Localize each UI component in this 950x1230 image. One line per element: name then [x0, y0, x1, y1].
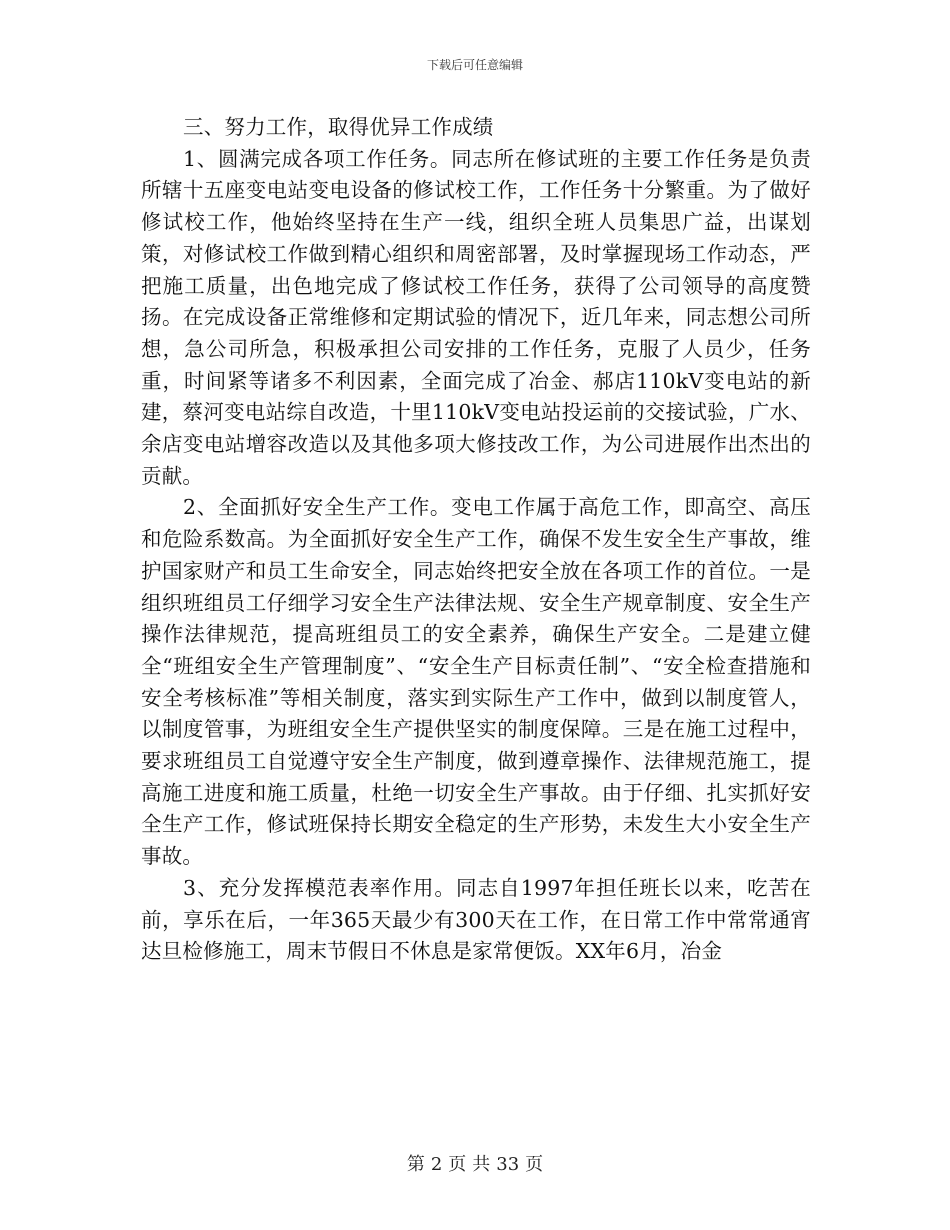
footer-suffix: 页 — [525, 1154, 544, 1175]
paragraph-1: 1、圆满完成各项工作任务。同志所在修试班的主要工作任务是负责所辖十五座变电站变电设备的修试校工作，工作任务十分繁重。为了做好修试校工作，他始终坚持在生产一线，组织全班人员集思广益，出谋划策，对修试校工作做到精心组织和周密部署，及时掌握现场工作动态，严把施工质量，出色地完成了修试校工作任务，获得了公司领导的高度赞扬。在完成设备正常维修和定期试验的情况下，近几年来，同志想公司所想，急公司所急，积极承担公司安排的工作任务，克服了人员少，任务重，时间紧等诸多不利因素，全面完成了冶金、郝店110kV变电站的新建，蔡河变电站综自改造，十里110kV变电站投运前的交接试验，广水、余店变电站增容改造以及其他多项大修技改工作，为公司进展作出杰出的贡献。 — [141, 146, 811, 488]
footer-current-page: 2 — [430, 1154, 443, 1175]
paragraph-3: 3、充分发挥模范表率作用。同志自1997年担任班长以来，吃苦在前，享乐在后，一年365天最少有300天在工作，在日常工作中常常通宵达旦检修施工，周末节假日不休息是家常便饭。XX年6月，冶金 — [141, 875, 811, 964]
paragraph-2: 2、全面抓好安全生产工作。变电工作属于高危工作，即高空、高压和危险系数高。为全面抓好安全生产工作，确保不发生安全生产事故，维护国家财产和员工生命安全，同志始终把安全放在各项工作的首位。一是组织班组员工仔细学习安全生产法律法规、安全生产规章制度、安全生产操作法律规范，提高班组员工的安全素养，确保生产安全。二是建立健全“班组安全生产管理制度”、“安全生产目标责任制”、“安全检查措施和安全考核标准”等相关制度，落实到实际生产工作中，做到以制度管人，以制度管事，为班组安全生产提供坚实的制度保障。三是在施工过程中，要求班组员工自觉遵守安全生产制度，做到遵章操作、法律规范施工，提高施工进度和施工质量，杜绝一切安全生产事故。由于仔细、扎实抓好安全生产工作，修试班保持长期安全稳定的生产形势，未发生大小安全生产事故。 — [141, 495, 811, 869]
section-title: 三、努力工作，取得优异工作成绩 — [183, 115, 494, 139]
footer-total-prefix: 共 — [472, 1154, 491, 1175]
page-header: 下载后可任意编辑 — [426, 58, 523, 72]
footer-page-word: 页 — [448, 1154, 467, 1175]
footer-total-pages: 33 — [496, 1154, 520, 1175]
document-body — [141, 112, 811, 968]
page-footer — [0, 1150, 950, 1176]
footer-prefix: 第 — [406, 1154, 425, 1175]
